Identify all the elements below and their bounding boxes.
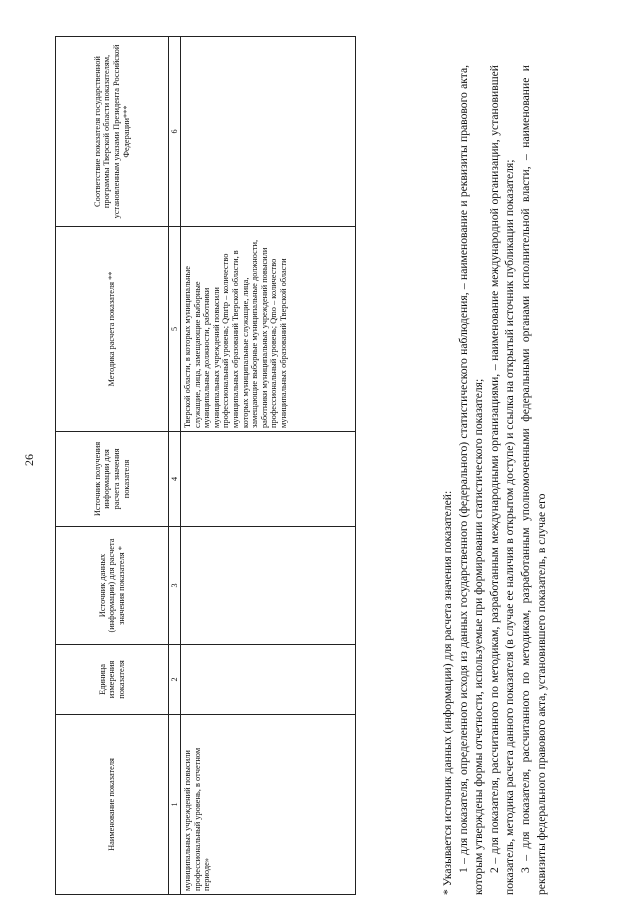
cell-data-source <box>181 527 356 645</box>
column-number: 5 <box>169 227 181 432</box>
cell-info-source <box>181 432 356 527</box>
footnote-intro: * Указывается источник данных (информации) для расчета значения показателей: <box>441 490 454 895</box>
cell-method: Тверской области, в которых муниципальные служащие, лица, замещающие выборные муниципальные должности, работники муниципальных учреждений повысили профессиональный уровень; Qmrtp – количество муниципальных образований Тверской области, в которых муниципальные служащие, лица, замещающие выборные муниципальные должности, работники муниципальных учреждений повысили профессиональный уровень; Qmo – количество муниципальных образований Тверской области <box>181 227 356 432</box>
header-method: Методика расчета показателя ** <box>56 227 169 432</box>
column-number: 2 <box>169 645 181 715</box>
header-unit: Единица измерения показателя <box>56 645 169 715</box>
footnote-item-3: 3 – для показателя, рассчитанного по методикам, разработанным уполномоченными федеральными органами исполнительной власти, – наименование и реквизиты федерального правового акта, установившего показатель, в случае его <box>518 65 548 895</box>
indicator-table <box>55 36 356 895</box>
page-number: 26 <box>22 454 36 466</box>
footnote-item-1: 1 – для показателя, определенного исходя из данных государственного (федерального) статистического наблюдения, – наименование и реквизиты правового акта, которым утверждены формы отчетности, используемые при формировании статистического показателя; <box>456 65 486 895</box>
header-compliance: Соответствие показателя государственной программы Тверской области показателям, установленным указами Президента Российской Федерации*** <box>56 37 169 227</box>
cell-indicator-name: муниципальных учреждений повысили профессиональный уровень, в отчетном периоде» <box>181 715 356 895</box>
column-number: 3 <box>169 527 181 645</box>
cell-unit <box>181 645 356 715</box>
column-number: 4 <box>169 432 181 527</box>
footnote-item-2: 2 – для показателя, рассчитанного по методикам, разработанным международными организациями, – наименование международной организации, установившей показатель, методика расчета данного показателя (в случае ее наличия в открытом доступе) и ссылка на открытый источник публикации показателя; <box>487 65 517 895</box>
column-number: 1 <box>169 715 181 895</box>
rotated-page-content <box>55 44 600 895</box>
header-indicator-name: Наименование показателя <box>56 715 169 895</box>
cell-compliance <box>181 37 356 227</box>
column-number: 6 <box>169 37 181 227</box>
header-data-source: Источник данных (информации) для расчета значения показателя * <box>56 527 169 645</box>
footnotes <box>440 65 549 895</box>
header-info-source: Источник получения информации для расчета значения показателя <box>56 432 169 527</box>
